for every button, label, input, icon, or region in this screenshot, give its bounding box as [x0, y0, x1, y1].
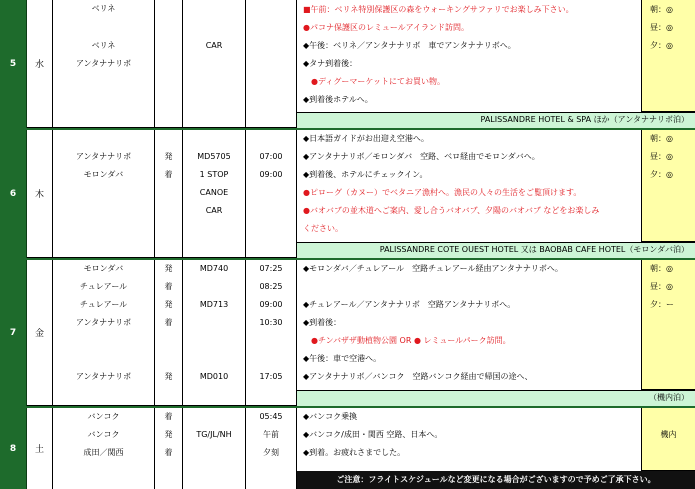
city: チュレアール	[79, 300, 128, 309]
transport-column	[183, 130, 246, 258]
description	[297, 0, 642, 128]
description	[297, 260, 642, 406]
day-number: 6	[0, 130, 27, 258]
depart-arrive: 着	[164, 170, 173, 179]
description-line: ●ディグーマーケットにてお買い物。	[311, 77, 445, 86]
description-line: ◆モロンダバ／チュレアール 空路チュレアール経由アンタナナリボへ。	[303, 264, 563, 273]
transport-column	[183, 0, 246, 128]
day-number: 5	[0, 0, 27, 128]
description-line: ◆バンコク/成田・関西 空路、日本へ。	[303, 430, 443, 439]
description-line: ◆到着後：	[303, 318, 342, 327]
transport: TG/JL/NH	[196, 430, 232, 439]
description-line: ◆バンコク乗換	[303, 412, 358, 421]
hotel-info: PALISSANDRE HOTEL & SPA ほか（アンタナナリボ泊）	[297, 112, 695, 128]
description-line: ◆到着後ホテルへ。	[303, 95, 373, 104]
weekday: 金	[27, 260, 53, 406]
depart-arrive: 発	[164, 430, 173, 439]
time: 07:00	[259, 152, 283, 161]
meal-dinner: 夕：◎	[650, 41, 673, 50]
transport: MD713	[199, 300, 229, 309]
hotel-info: PALISSANDRE COTE OUEST HOTEL 又は BAOBAB CAFE HOTEL（モロンダバ泊）	[297, 242, 695, 258]
time: 09:00	[259, 170, 283, 179]
time-column	[246, 0, 297, 128]
depart-arrive: 発	[164, 264, 173, 273]
transport: CAR	[205, 41, 223, 50]
city: バンコク	[87, 430, 120, 439]
day-row-6	[0, 130, 695, 258]
city: アンタナナリボ	[75, 152, 132, 161]
meal-lunch: 昼：◎	[650, 282, 673, 291]
description-line: ■午前：ベリネ特別保護区の森をウォーキングサファリでお楽しみ下さい。	[303, 5, 574, 14]
description	[297, 130, 642, 258]
depart-arrive-column	[155, 408, 183, 489]
meals	[642, 408, 695, 471]
time: 午前	[263, 430, 279, 439]
transport: CANOE	[199, 188, 229, 197]
depart-arrive: 発	[164, 152, 173, 161]
day-number: 7	[0, 260, 27, 406]
depart-arrive: 着	[164, 318, 173, 327]
weekday: 土	[27, 408, 53, 489]
meal-breakfast: 朝：◎	[650, 134, 673, 143]
depart-arrive-column	[155, 260, 183, 406]
description-line: ◆午後：ベリネ／アンタナナリボ 車でアンタナナリボへ。	[303, 41, 516, 50]
depart-arrive-column	[155, 0, 183, 128]
city: モロンダバ	[83, 170, 124, 179]
transport: MD740	[199, 264, 229, 273]
description-line: ◆到着後、ホテルにチェックイン。	[303, 170, 428, 179]
depart-arrive: 発	[164, 300, 173, 309]
description-line: ●バオバブの並木道へご案内、愛し合うバオバブ、夕陽のバオバブ などをお楽しみ	[303, 206, 600, 215]
meal-lunch: 昼：◎	[650, 23, 673, 32]
time: 10:30	[259, 318, 283, 327]
description-line: ●ピローグ（カヌー）でベタニア漁村へ。漁民の人々の生活をご覧頂けます。	[303, 188, 582, 197]
city: ベリネ	[91, 41, 116, 50]
meals	[642, 0, 695, 112]
description-line: ●パコナ保護区のレミュールアイランド訪問。	[303, 23, 469, 32]
meal-breakfast: 朝：◎	[650, 264, 673, 273]
transport-column	[183, 408, 246, 489]
time: 08:25	[259, 282, 283, 291]
time-column	[246, 130, 297, 258]
time: 05:45	[259, 412, 283, 421]
description-line: ◆日本語ガイドがお出迎え空港へ。	[303, 134, 429, 143]
time: 17:05	[259, 372, 283, 381]
depart-arrive: 着	[164, 412, 173, 421]
description-line: ◆到着。お疲れさまでした。	[303, 448, 406, 457]
city: アンタナナリボ	[75, 59, 132, 68]
weekday: 水	[27, 0, 53, 128]
time: 夕刻	[263, 448, 279, 457]
transport: CAR	[205, 206, 223, 215]
city: バンコク	[87, 412, 120, 421]
city-column	[53, 408, 155, 489]
time: 07:25	[259, 264, 283, 273]
transport: 1 STOP	[199, 170, 229, 179]
time-column	[246, 408, 297, 489]
transport-column	[183, 260, 246, 406]
day-row-5	[0, 0, 695, 128]
city: チュレアール	[79, 282, 128, 291]
description-line: ください。	[303, 224, 343, 233]
meal-dinner: 夕：ー	[650, 300, 674, 309]
description-line: ◆アンタナナリボ／モロンダバ 空路、ベロ経由でモロンダバへ。	[303, 152, 540, 161]
city: 成田／関西	[83, 448, 124, 457]
meal-dinner: 夕：◎	[650, 170, 673, 179]
city: アンタナナリボ	[75, 372, 132, 381]
meals	[642, 130, 695, 242]
notice-bar: ご注意：フライトスケジュールなど変更になる場合がございますので予めご了承下さい。	[297, 471, 695, 489]
weekday: 木	[27, 130, 53, 258]
city: アンタナナリボ	[75, 318, 132, 327]
transport: MD5705	[197, 152, 231, 161]
meal-inflight: 機内	[660, 430, 677, 439]
depart-arrive-column	[155, 130, 183, 258]
description-line: ◆タナ到着後：	[303, 59, 358, 68]
city-column	[53, 260, 155, 406]
hotel-info: （機内泊）	[297, 390, 695, 406]
description-line: ●チンバザザ動植物公園 OR ● レミュールパーク訪問。	[311, 336, 511, 345]
day-number: 8	[0, 408, 27, 489]
meals	[642, 260, 695, 390]
city: ベリネ	[91, 4, 116, 13]
city-column	[53, 130, 155, 258]
day-row-7	[0, 260, 695, 406]
depart-arrive: 着	[164, 282, 173, 291]
depart-arrive: 着	[164, 448, 173, 457]
meal-breakfast: 朝：◎	[650, 5, 673, 14]
description-line: ◆チュレアール／アンタナナリボ 空路アンタナナリボへ。	[303, 300, 516, 309]
meal-lunch: 昼：◎	[650, 152, 673, 161]
city: モロンダバ	[83, 264, 124, 273]
city-column	[53, 0, 155, 128]
transport: MD010	[199, 372, 229, 381]
depart-arrive: 発	[164, 372, 173, 381]
description-line: ◆午後：車で空港へ。	[303, 354, 382, 363]
time: 09:00	[259, 300, 283, 309]
description-line: ◆アンタナナリボ／バンコク 空路バンコク経由で帰国の途へ、	[303, 372, 533, 381]
time-column	[246, 260, 297, 406]
